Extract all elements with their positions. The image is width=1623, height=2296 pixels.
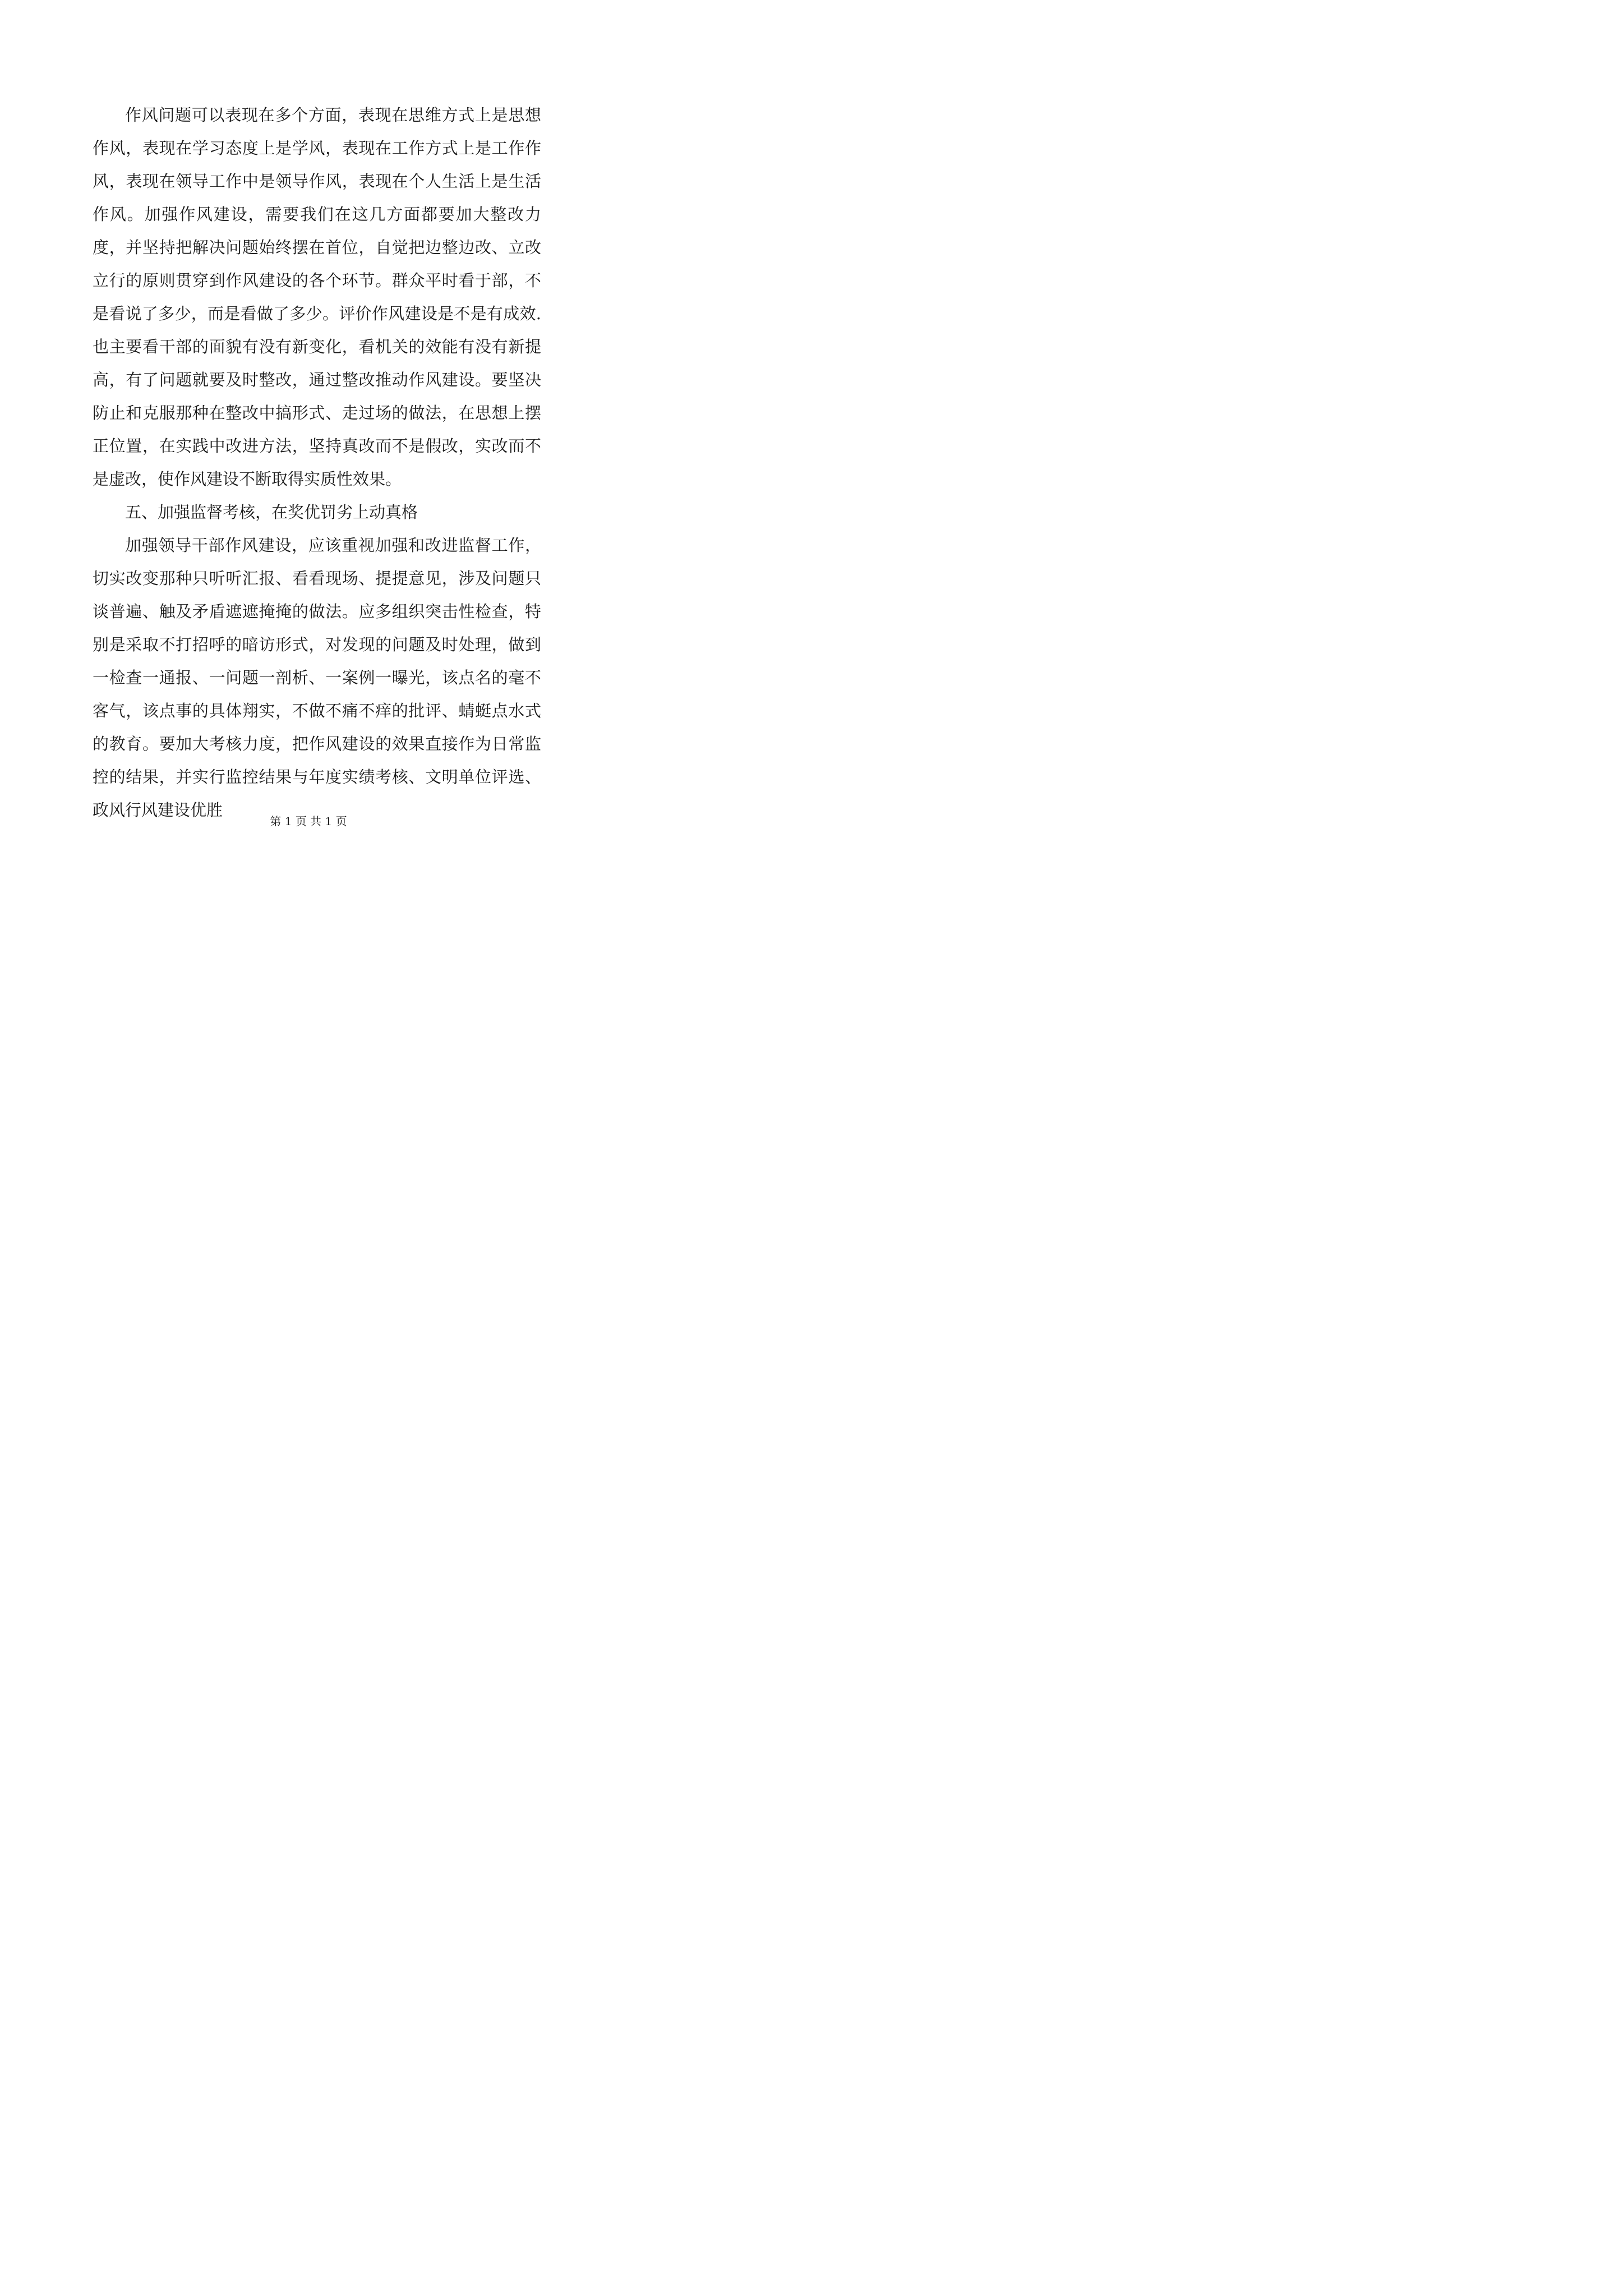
paragraph-supervision: 加强领导干部作风建设，应该重视加强和改进监督工作，切实改变那种只听听汇报、看看现场、提提意见，涉及问题只谈普遍、触及矛盾遮遮掩掩的做法。应多组织突击性检查，特别是采取不打招呼的暗访形式，对发现的问题及时处理，做到一检查一通报、一问题一剖析、一案例一曝光，该点名的毫不客气，该点事的具体翔实，不做不痛不痒的批评、蜻蜓点水式的教育。要加大考核力度，把作风建设的效果直接作为日常监控的结果，并实行监控结果与年度实绩考核、文明单位评选、政风行风建设优胜 [93, 536, 541, 820]
document-body [93, 99, 541, 827]
section-heading-five: 五、加强监督考核，在奖优罚劣上动真格 [125, 503, 418, 522]
paragraph-work-style: 作风问题可以表现在多个方面，表现在思维方式上是思想作风，表现在学习态度上是学风，表现在工作方式上是工作作风，表现在领导工作中是领导作风，表现在个人生活上是生活作风。加强作风建设，需要我们在这几方面都要加大整改力度，并坚持把解决问题始终摆在首位，自觉把边整边改、立改立行的原则贯穿到作风建设的各个环节。群众平时看于部，不是看说了多少，而是看做了多少。评价作风建设是不是有成效.也主要看干部的面貌有没有新变化，看机关的效能有没有新提高，有了问题就要及时整改，通过整改推动作风建设。要坚决防止和克服那种在整改中搞形式、走过场的做法，在思想上摆正位置，在实践中改进方法，坚持真改而不是假改，实改而不是虚改，使作风建设不断取得实质性效果。 [93, 105, 541, 489]
document-page [0, 0, 617, 873]
page-footer: 第 1 页 共 1 页 [270, 815, 347, 828]
